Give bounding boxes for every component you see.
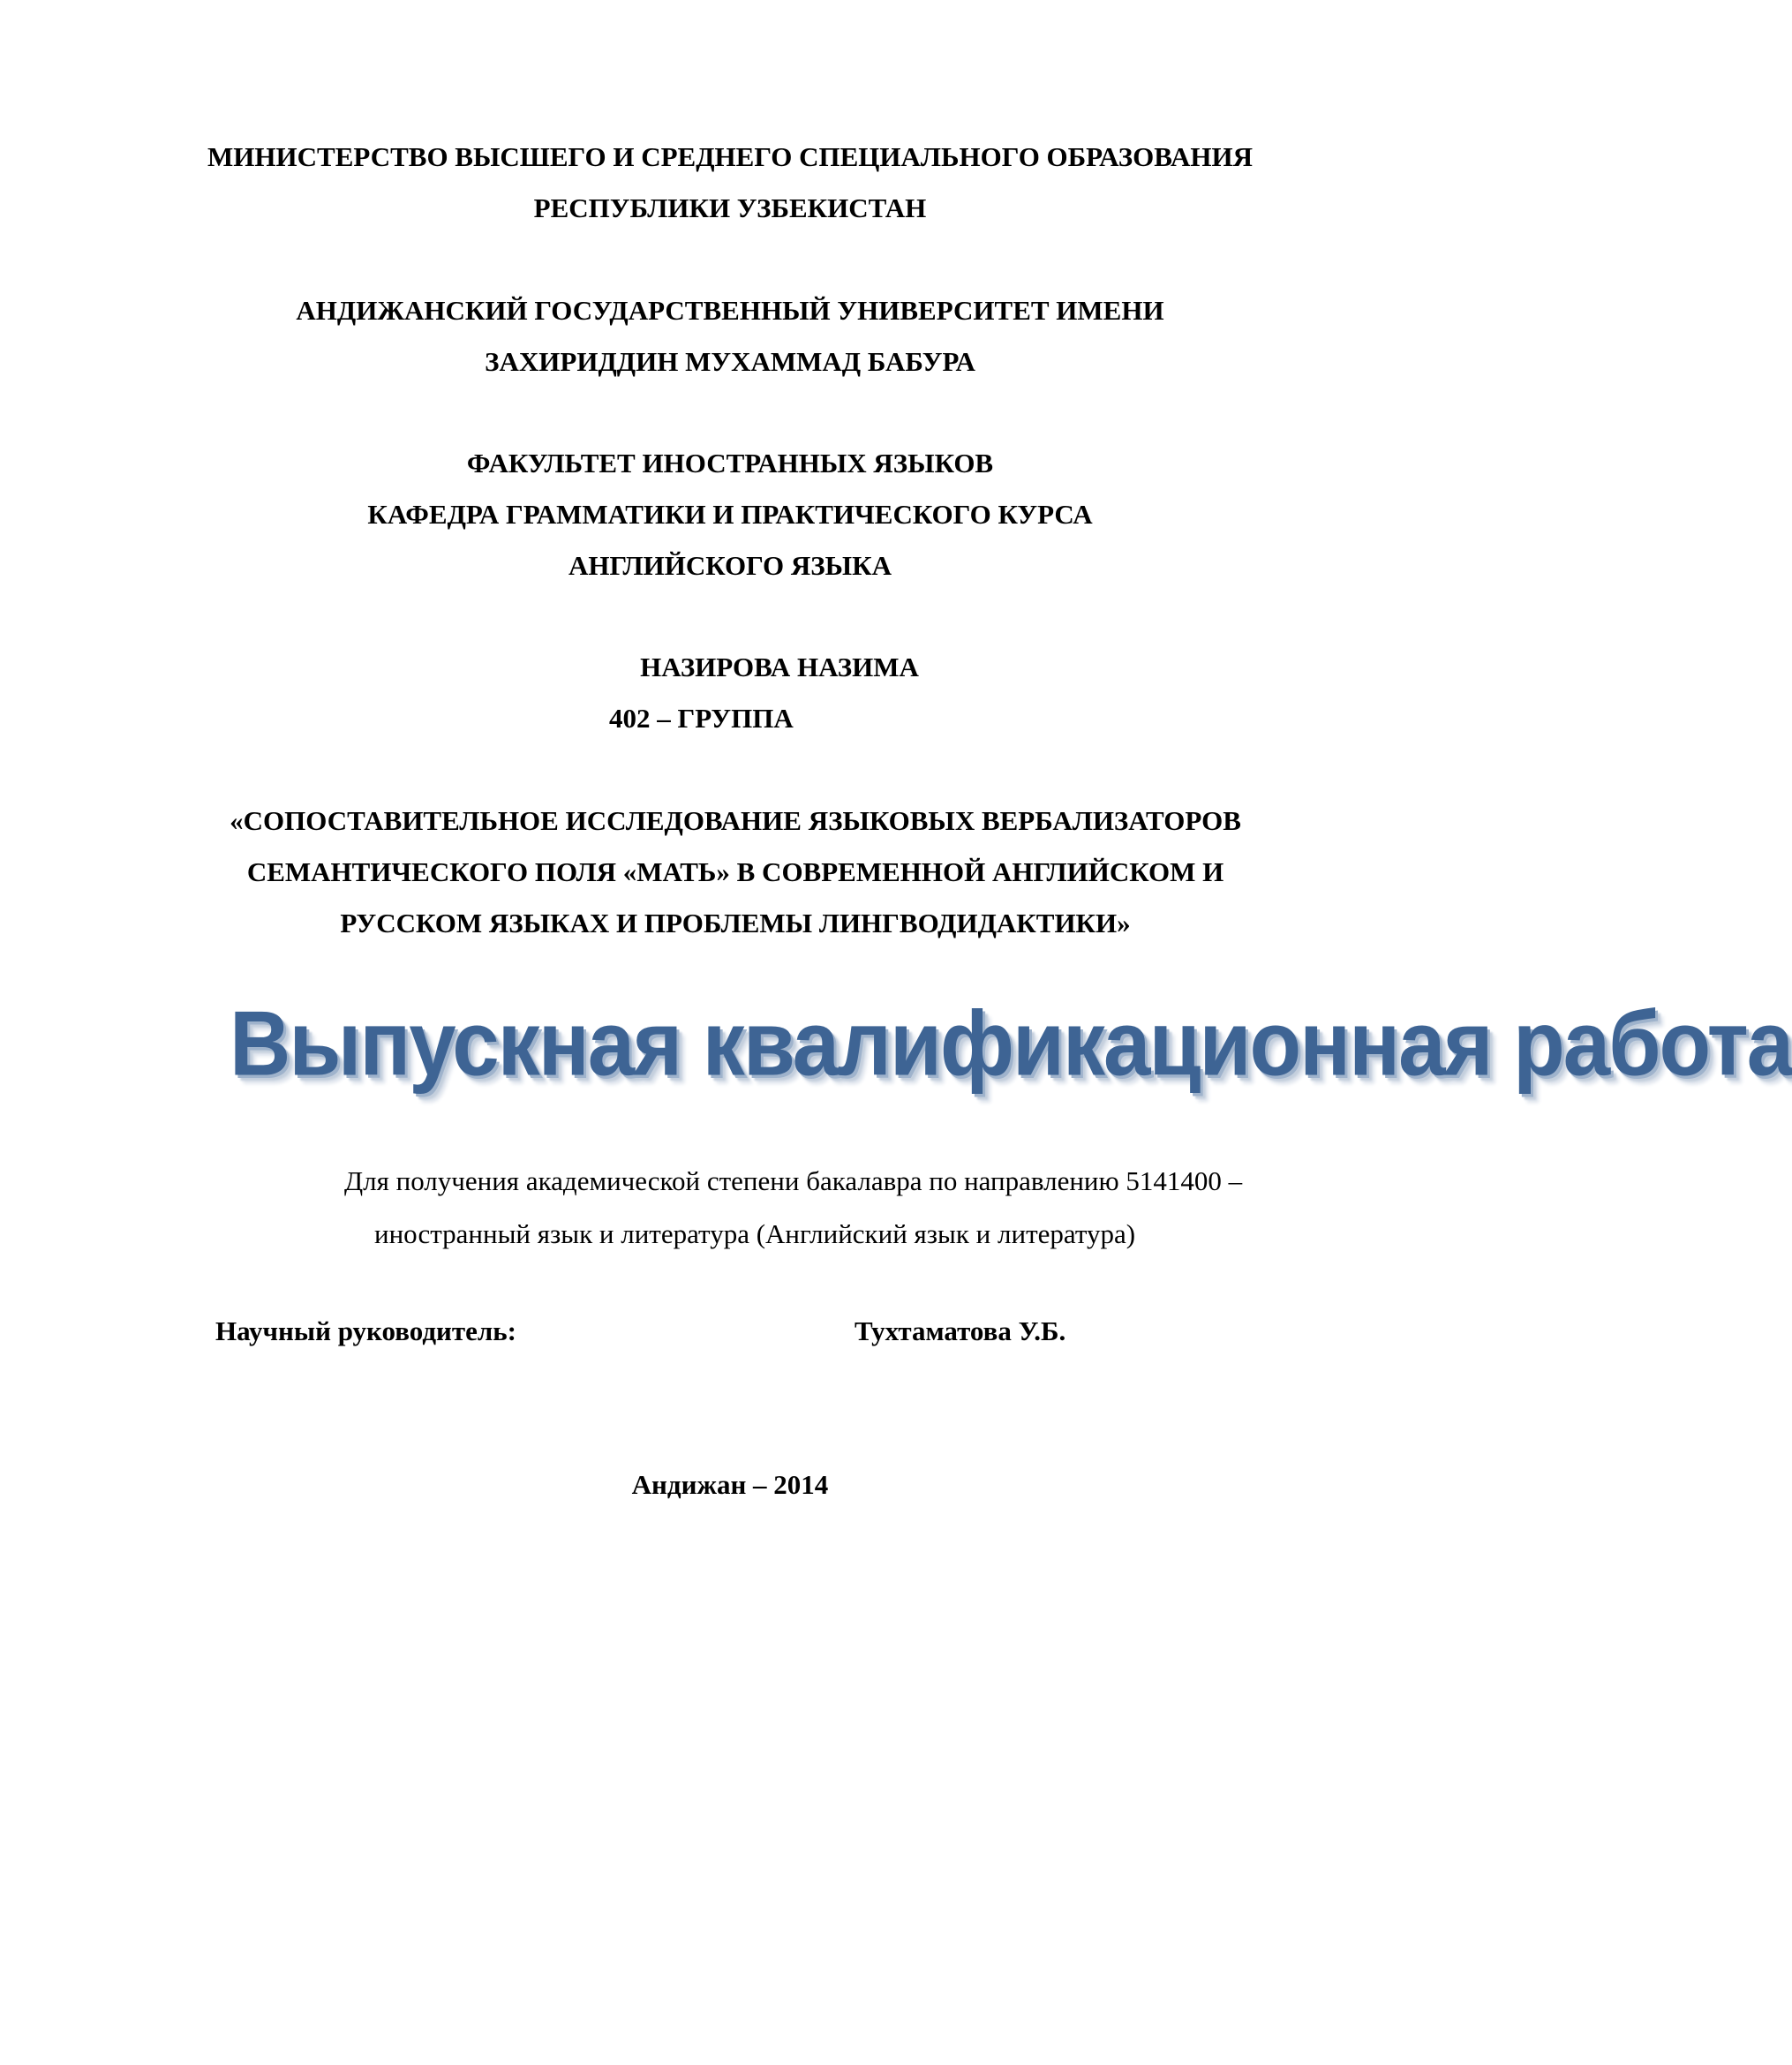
thesis-title-line-1: «СОПОСТАВИТЕЛЬНОЕ ИССЛЕДОВАНИЕ ЯЗЫКОВЫХ ВЕРБАЛИЗАТОРОВ (230, 805, 1241, 836)
department-line-1: КАФЕДРА ГРАММАТИКИ И ПРАКТИЧЕСКОГО КУРСА (367, 499, 1093, 530)
student-name: НАЗИРОВА НАЗИМА (640, 652, 919, 682)
student-group: 402 – ГРУППА (609, 703, 794, 734)
city-year: Андижан – 2014 (631, 1469, 829, 1500)
department-line-2: АНГЛИЙСКОГО ЯЗЫКА (568, 550, 892, 581)
degree-line-2: иностранный язык и литература (Английский язык и литература) (374, 1218, 1136, 1249)
degree-line-1: Для получения академической степени бакалавра по направлению 5141400 – (344, 1165, 1243, 1196)
university-line-2: ЗАХИРИДДИН МУХАММАД БАБУРА (485, 346, 975, 377)
ministry-line-1: МИНИСТЕРСТВО ВЫСШЕГО И СРЕДНЕГО СПЕЦИАЛЬНОГО ОБРАЗОВАНИЯ (207, 141, 1253, 172)
university-line-1: АНДИЖАНСКИЙ ГОСУДАРСТВЕННЫЙ УНИВЕРСИТЕТ ИМЕНИ (296, 295, 1164, 326)
work-type-wordart: Выпускная квалификационная работа (230, 992, 1792, 1096)
ministry-line-2: РЕСПУБЛИКИ УЗБЕКИСТАН (533, 192, 927, 223)
thesis-title-line-2: СЕМАНТИЧЕСКОГО ПОЛЯ «МАТЬ» В СОВРЕМЕННОЙ АНГЛИЙСКОМ И (246, 856, 1224, 887)
supervisor-name: Тухтаматова У.Б. (855, 1315, 1066, 1346)
faculty-name: ФАКУЛЬТЕТ ИНОСТРАННЫХ ЯЗЫКОВ (466, 448, 994, 479)
thesis-title-line-3: РУССКОМ ЯЗЫКАХ И ПРОБЛЕМЫ ЛИНГВОДИДАКТИКИ» (340, 908, 1131, 938)
supervisor-label: Научный руководитель: (215, 1315, 516, 1346)
